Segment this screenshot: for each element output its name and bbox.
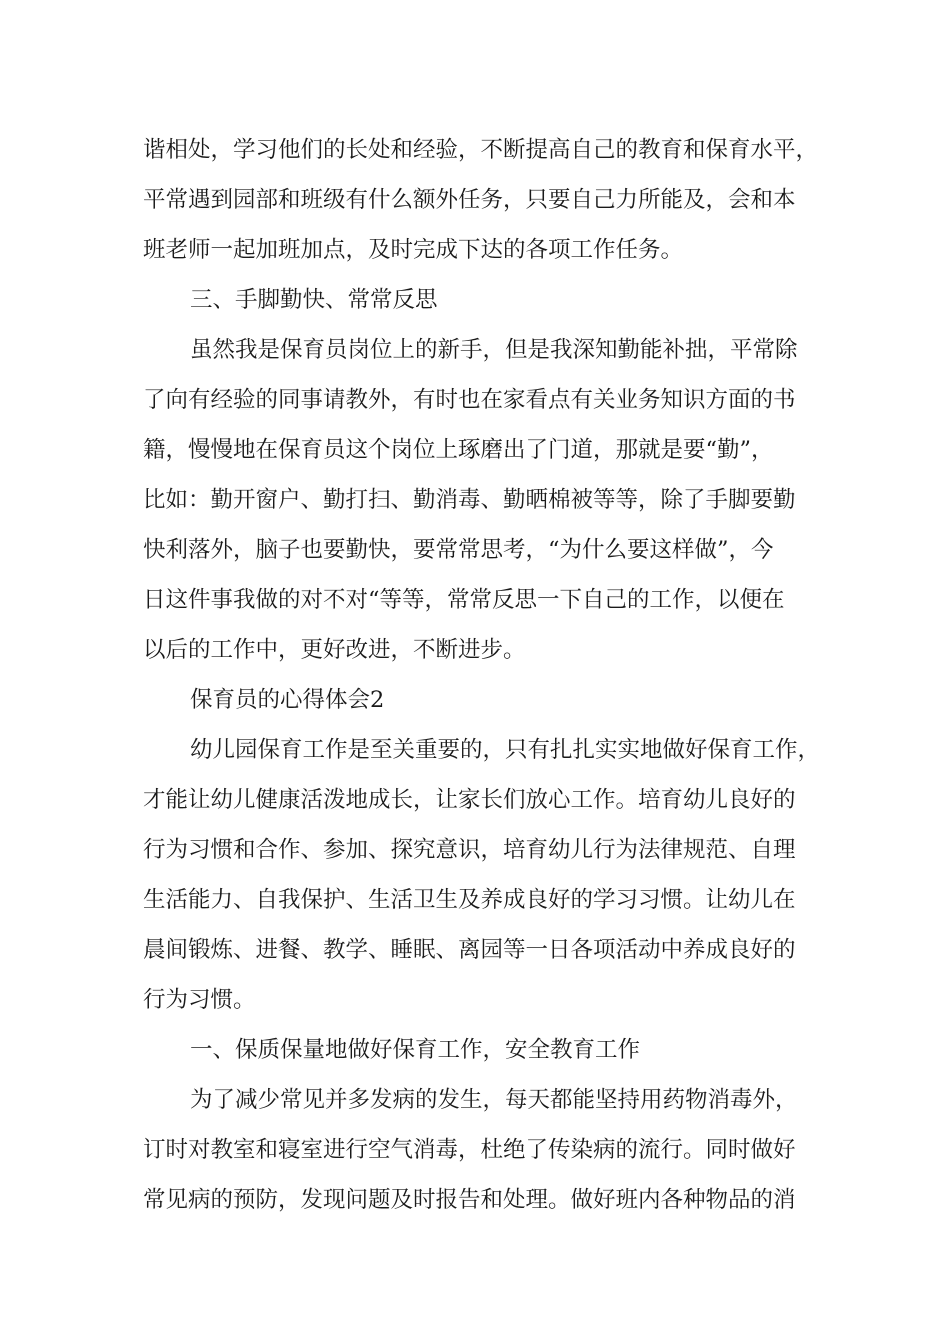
text-line [0,980,950,1020]
line-text: 晨间锻炼、进餐、教学、睡眠、离园等一日各项活动中养成良好的 [143,937,796,963]
text-line [0,630,950,670]
line-text: 生活能力、自我保护、生活卫生及养成良好的学习习惯。让幼儿在 [143,887,796,913]
text-line [0,930,950,970]
line-text: 比如：勤开窗户、勤打扫、勤消毒、勤晒棉被等等，除了手脚要勤 [143,487,796,513]
text-line [0,780,950,820]
text-line [0,1080,950,1120]
line-text: 日这件事我做的对不对“等等，常常反思一下自己的工作，以便在 [143,587,785,613]
line-text: 籍，慢慢地在保育员这个岗位上琢磨出了门道，那就是要“勤”， [143,437,774,463]
section-heading [0,1030,950,1070]
heading-text: 三、手脚勤快、常常反思 [190,287,438,313]
line-text: 班老师一起加班加点，及时完成下达的各项工作任务。 [143,237,684,263]
text-line [0,830,950,870]
text-line [0,530,950,570]
line-text: 以后的工作中，更好改进，不断进步。 [143,637,526,663]
line-text: 行为习惯。 [143,987,256,1013]
text-line [0,580,950,620]
line-text: 行为习惯和合作、参加、探究意识，培育幼儿行为法律规范、自理 [143,837,796,863]
line-text: 平常遇到园部和班级有什么额外任务，只要自己力所能及，会和本 [143,187,796,213]
heading-text: 一、保质保量地做好保育工作，安全教育工作 [190,1037,641,1063]
line-text: 谐相处，学习他们的长处和经验，不断提高自己的教育和保育水平， [143,137,819,163]
section-heading [0,280,950,320]
text-line [0,880,950,920]
heading-text: 保育员的心得体会2 [190,687,385,713]
line-text: 了向有经验的同事请教外，有时也在家看点有关业务知识方面的书 [143,387,796,413]
text-line [0,480,950,520]
line-text: 快利落外，脑子也要勤快，要常常思考，“为什么要这样做”，今 [143,537,774,563]
text-line [0,180,950,220]
text-line [0,380,950,420]
text-line [0,130,950,170]
text-line [0,430,950,470]
text-line [0,330,950,370]
section-heading [0,680,950,720]
text-line [0,1180,950,1220]
text-line [0,1130,950,1170]
line-text: 订时对教室和寝室进行空气消毒，杜绝了传染病的流行。同时做好 [143,1137,796,1163]
line-text: 常见病的预防，发现问题及时报告和处理。做好班内各种物品的消 [143,1187,796,1213]
line-text: 虽然我是保育员岗位上的新手，但是我深知勤能补拙，平常除 [190,337,798,363]
text-line [0,730,950,770]
text-line [0,230,950,270]
line-text: 幼儿园保育工作是至关重要的，只有扎扎实实地做好保育工作， [190,737,821,763]
line-text: 才能让幼儿健康活泼地成长，让家长们放心工作。培育幼儿良好的 [143,787,796,813]
line-text: 为了减少常见并多发病的发生，每天都能坚持用药物消毒外， [190,1087,798,1113]
